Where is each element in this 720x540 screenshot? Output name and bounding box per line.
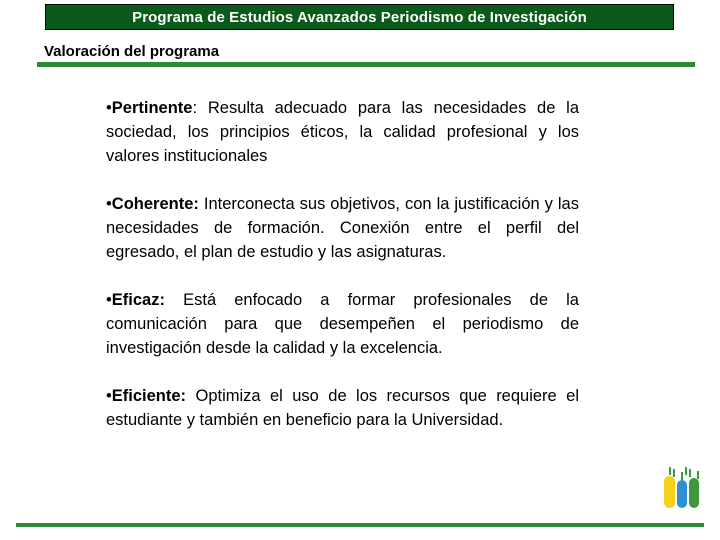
item-text: Optimiza el uso de los recursos que requiere el estudiante y también en beneficio para la Universidad.: [106, 387, 579, 429]
logo-yellow-pill: [664, 476, 675, 508]
header-title: Programa de Estudios Avanzados Periodismo de Investigación: [132, 8, 587, 26]
header-bar: [45, 4, 674, 30]
content-body: [106, 96, 579, 456]
item-text: Interconecta sus objetivos, con la justificación y las necesidades de formación. Conexión entre el perfil del egresado, el plan de estudio y las asignaturas.: [106, 195, 579, 261]
item-term: Coherente:: [111, 195, 199, 213]
item-text: Resulta adecuado para las necesidades de la sociedad, los principios éticos, la calidad profesional y los valores institucionales: [106, 99, 579, 165]
item-coherente: •Coherente: Interconecta sus objetivos, con la justificación y las necesidades de formación. Conexión entre el perfil del egresado, el plan de estudio y las asignaturas.: [106, 195, 579, 261]
item-eficaz: •Eficaz: Está enfocado a formar profesionales de la comunicación para que desempeñen el periodismo de investigación desde la calidad y la excelencia.: [106, 291, 579, 357]
institution-logo: [660, 466, 704, 512]
top-divider: [37, 62, 695, 67]
item-term: Eficiente:: [111, 387, 187, 405]
item-term: Pertinente: [111, 99, 193, 117]
item-term: Eficaz:: [111, 291, 165, 309]
item-text: Está enfocado a formar profesionales de la comunicación para que desempeñen el periodismo de investigación desde la calidad y la excelencia.: [106, 291, 579, 357]
item-separator: :: [192, 99, 198, 117]
section-subtitle: Valoración del programa: [44, 43, 220, 60]
logo-green-pill: [689, 478, 699, 508]
item-pertinente: •Pertinente: Resulta adecuado para las necesidades de la sociedad, los principios éticos, la calidad profesional y los valores institucionales: [106, 99, 579, 165]
bottom-divider: [16, 523, 704, 527]
item-eficiente: •Eficiente: Optimiza el uso de los recursos que requiere el estudiante y también en beneficio para la Universidad.: [106, 387, 579, 429]
logo-blue-pill: [677, 480, 687, 508]
